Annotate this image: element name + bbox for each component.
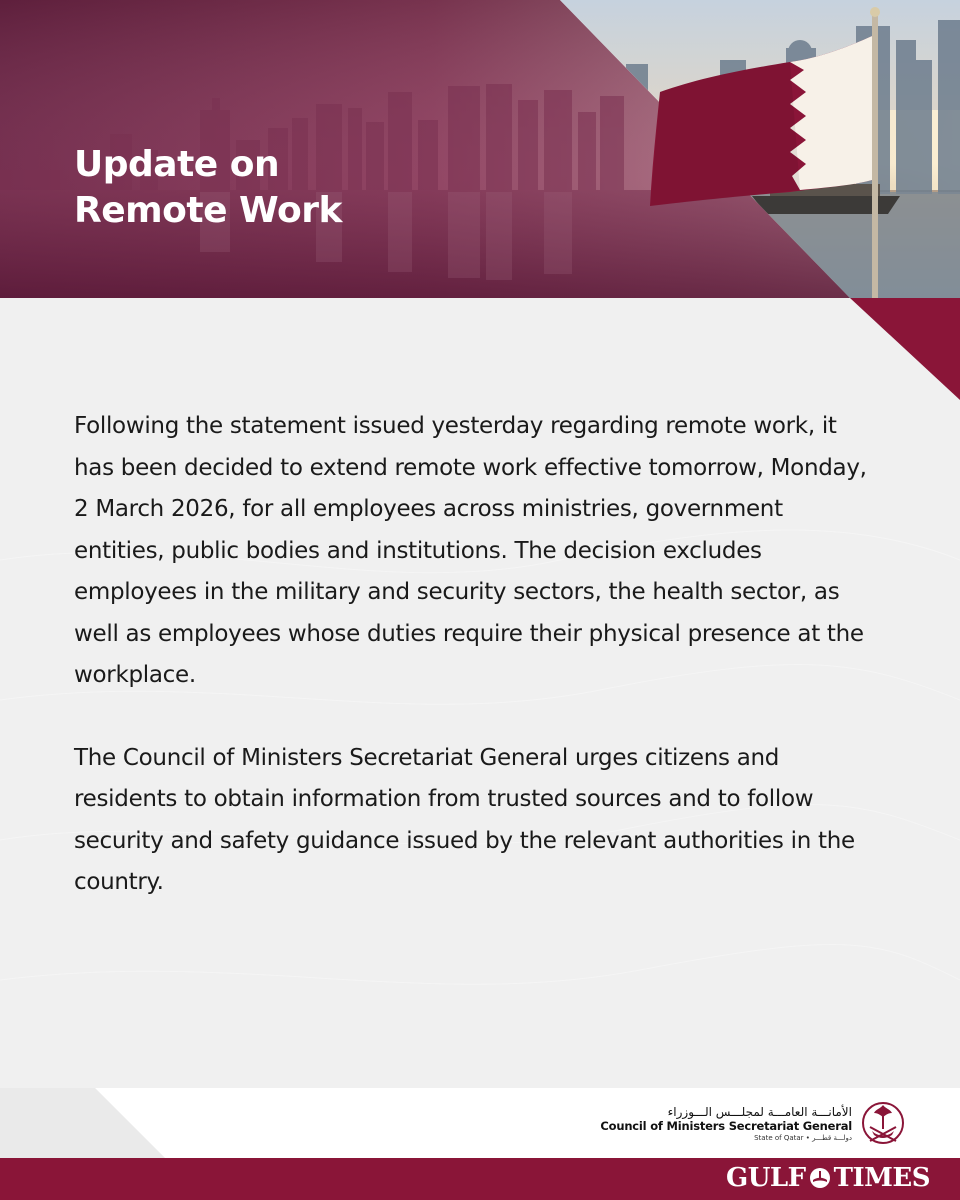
gulf-times-word-gulf: GULF — [725, 1163, 806, 1193]
council-logo — [600, 1097, 906, 1151]
page-title-line1: Update on — [74, 144, 280, 185]
council-name-english: Council of Ministers Secretariat General — [600, 1119, 852, 1133]
globe-icon — [809, 1167, 831, 1189]
gulf-times-logo — [726, 1160, 930, 1196]
announcement-body — [74, 406, 874, 904]
qatar-emblem-icon — [860, 1097, 906, 1151]
gulf-times-word-times: TIMES — [833, 1163, 930, 1193]
council-name-arabic: الأمانـــة العامـــة لمجلـــس الـــوزراء — [667, 1105, 852, 1119]
page-title-line2: Remote Work — [74, 190, 342, 231]
page-title — [74, 142, 342, 234]
council-logo-text — [600, 1105, 852, 1143]
paragraph-trusted-sources: The Council of Ministers Secretariat General urges citizens and residents to obtain information from trusted sources and to follow security and safety guidance issued by the relevant authorities in the country. — [74, 744, 855, 895]
state-of-qatar-label: State of Qatar • دولـــة قطـــر — [754, 1134, 852, 1142]
paragraph-remote-work-decision: Following the statement issued yesterday regarding remote work, it has been decided to extend remote work effective tomorrow, Monday, 2 March 2026, for all employees across ministries, government entities, public bodies and institutions. The decision excludes employees in the military and security sectors, the health sector, as well as employees whose duties require their physical presence at the workplace. — [74, 413, 867, 688]
